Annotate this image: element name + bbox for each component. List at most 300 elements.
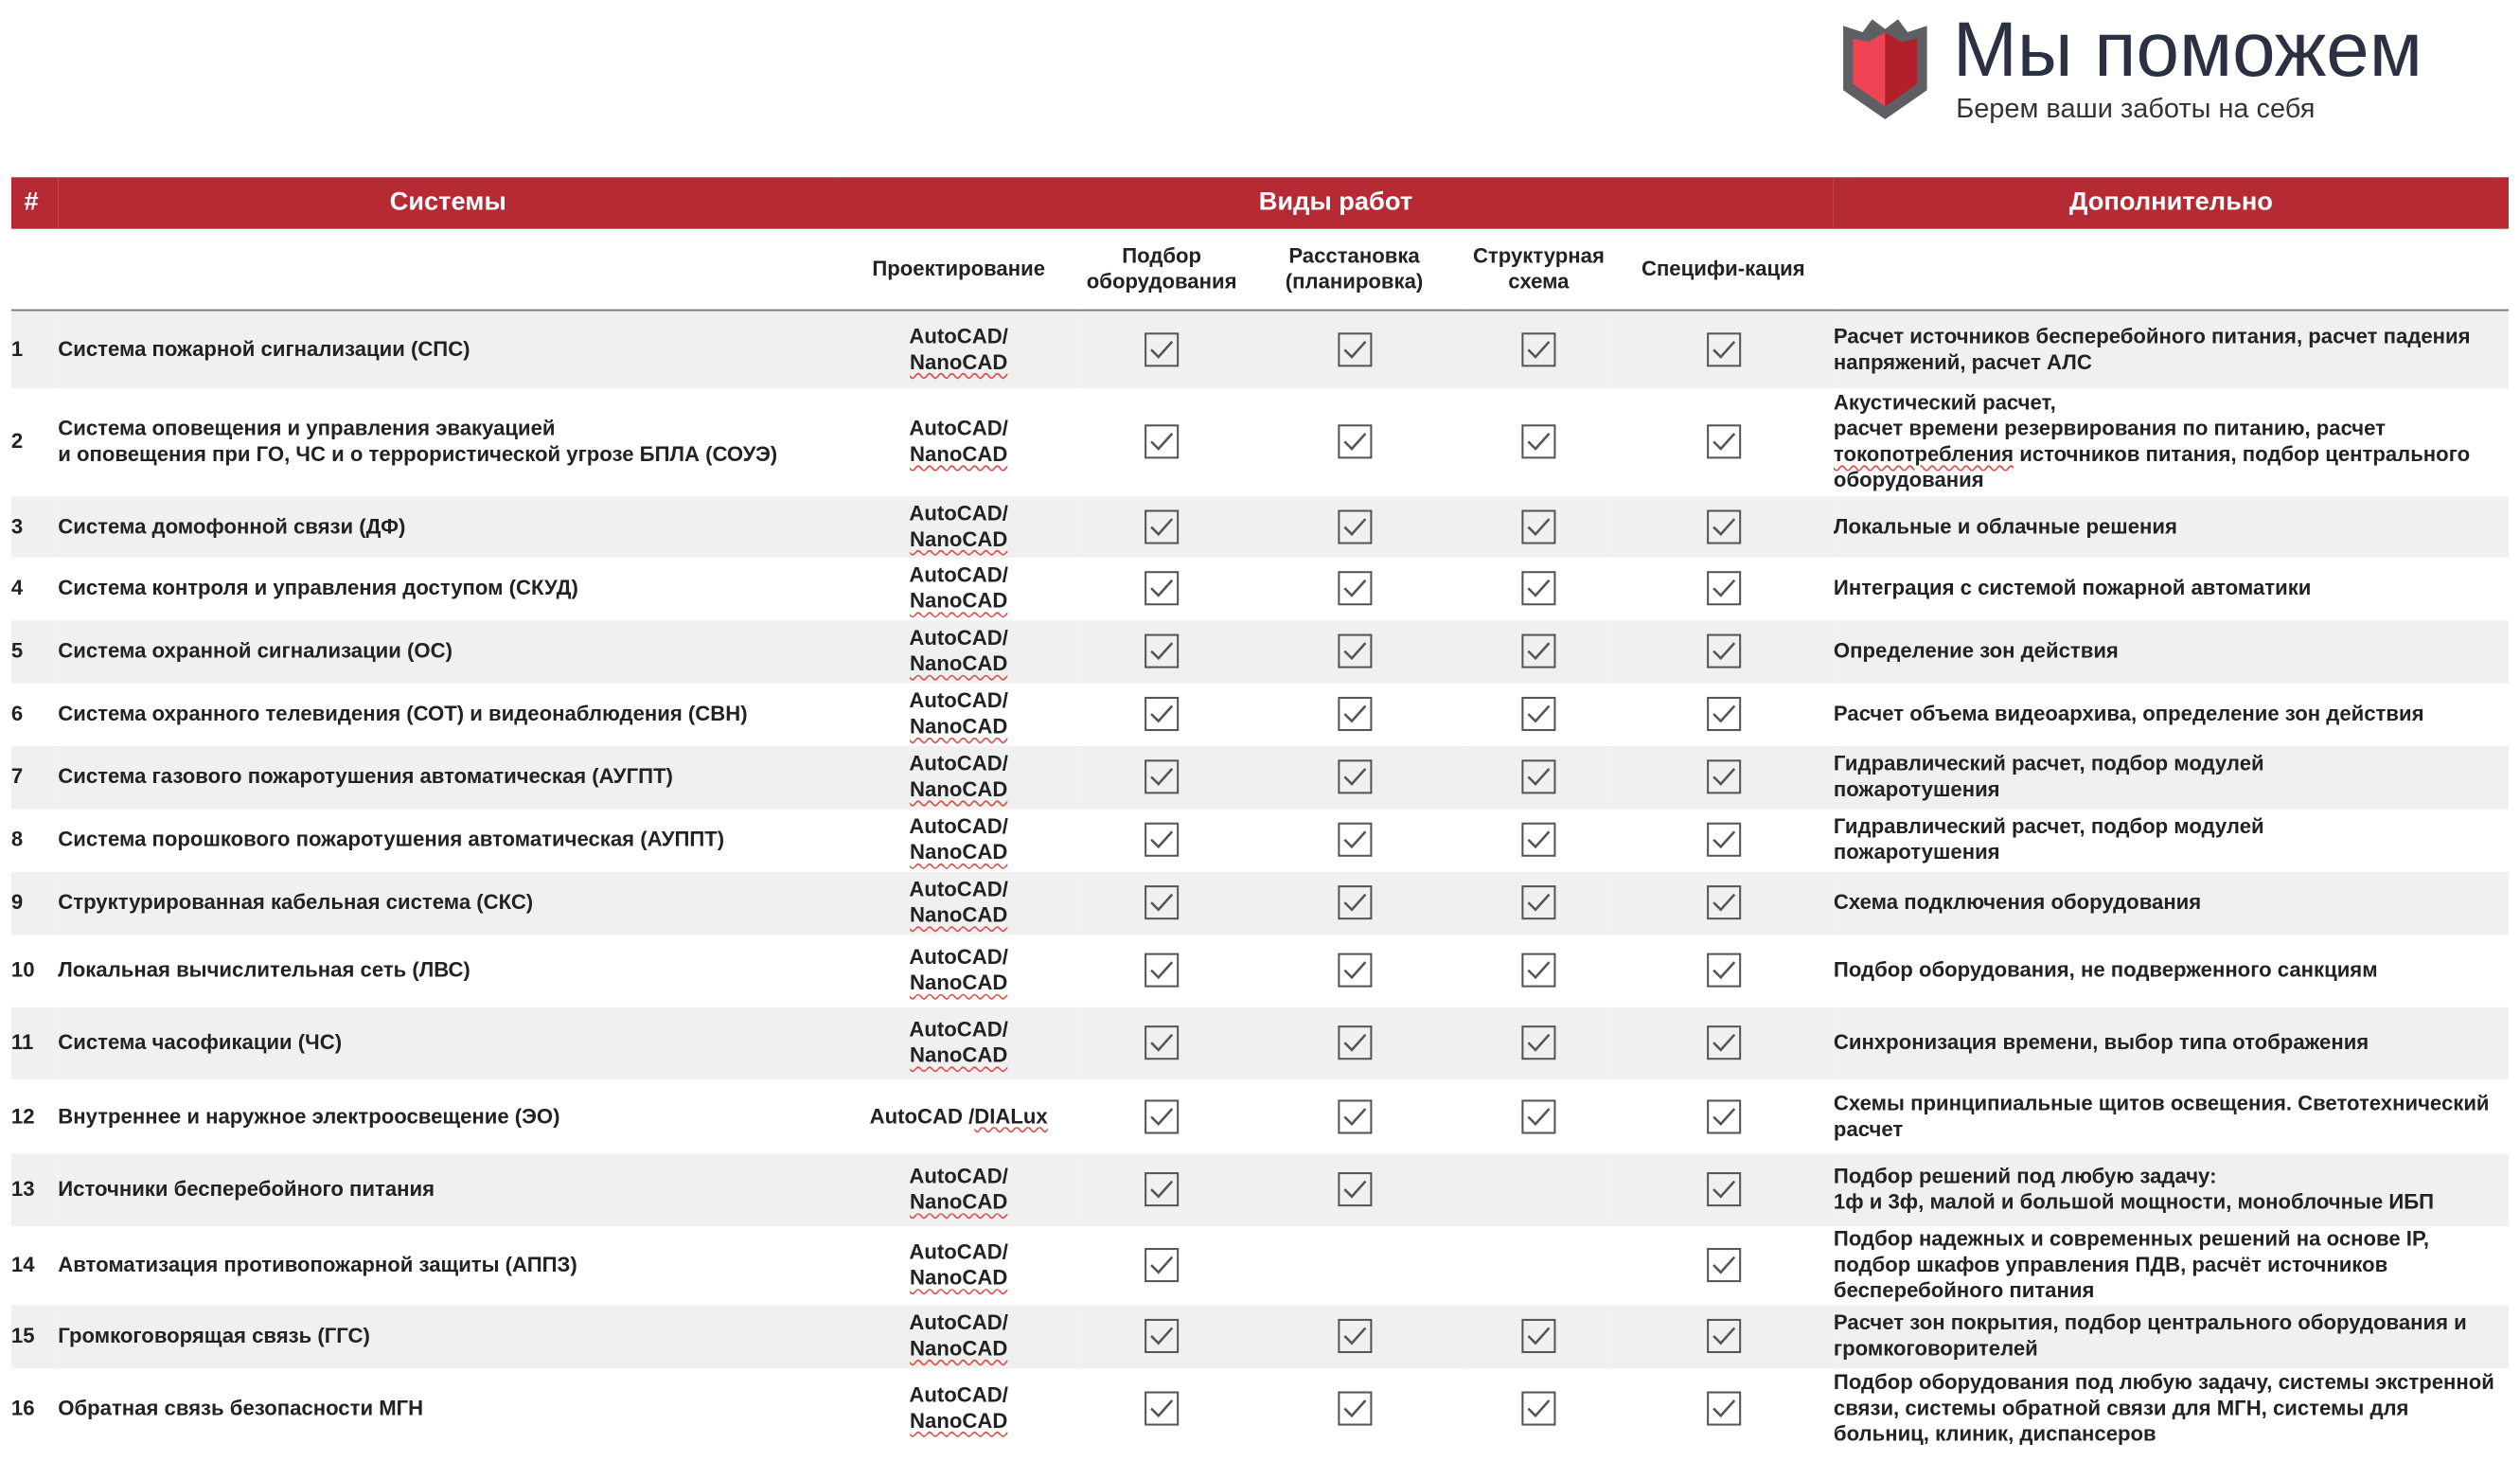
system-name	[58, 745, 838, 808]
design-tool-line: NanoCAD	[910, 1042, 1008, 1067]
checkbox-checked-icon	[1337, 822, 1372, 857]
table-row	[11, 1367, 2509, 1448]
design-tool	[838, 1367, 1079, 1448]
extra-info	[1834, 871, 2509, 934]
system-name-line: и оповещения при ГО, ЧС и о террористической угрозе БПЛА (СОУЭ)	[58, 441, 778, 466]
extra-info-line: Определение зон действия	[1833, 637, 2119, 663]
subheader-empty	[11, 229, 58, 311]
design-tool-line: NanoCAD	[910, 441, 1008, 466]
design-tool-line: NanoCAD	[910, 1189, 1008, 1214]
table-row	[11, 871, 2509, 934]
header-row	[11, 177, 2509, 228]
col-layout-header: Расстановка (планировка)	[1244, 229, 1464, 311]
work-check-cell	[1613, 1367, 1834, 1448]
work-check-cell	[1613, 1153, 1834, 1226]
checkbox-checked-icon	[1144, 822, 1179, 857]
services-table	[11, 177, 2509, 1448]
system-name	[58, 557, 838, 619]
table-row	[11, 619, 2509, 682]
checkbox-checked-icon	[1706, 508, 1741, 543]
checkbox-checked-icon	[1706, 759, 1741, 794]
extra-info-line: Подбор решений под любую задачу:	[1833, 1163, 2217, 1188]
work-check-cell	[1464, 745, 1613, 808]
design-tool-line: AutoCAD/	[909, 1163, 1008, 1188]
design-tool-line: NanoCAD	[910, 839, 1008, 864]
design-tool-line: NanoCAD	[910, 348, 1008, 374]
design-tool-line: AutoCAD/	[909, 323, 1008, 348]
checkbox-checked-icon	[1144, 759, 1179, 794]
extra-info-line: пожаротушения	[1833, 839, 2000, 864]
work-check-cell	[1079, 809, 1244, 871]
extra-info	[1834, 683, 2509, 745]
work-check-cell	[1613, 557, 1834, 619]
work-check-cell	[1613, 934, 1834, 1007]
work-check-cell	[1079, 619, 1244, 682]
system-name-line: Система контроля и управления доступом (СКУД)	[58, 575, 578, 600]
extra-info-line: напряжений, расчет АЛС	[1833, 348, 2092, 374]
work-check-cell	[1613, 745, 1834, 808]
work-check-cell	[1079, 1225, 1244, 1304]
design-tool-line: AutoCAD/	[909, 813, 1008, 839]
subheader-empty	[58, 229, 838, 311]
checkbox-checked-icon	[1337, 884, 1372, 919]
system-name	[58, 387, 838, 495]
checkbox-checked-icon	[1521, 1318, 1556, 1353]
work-check-cell	[1464, 1153, 1613, 1226]
design-tool-line: AutoCAD/	[909, 500, 1008, 526]
checkbox-checked-icon	[1337, 424, 1372, 459]
checkbox-checked-icon	[1706, 633, 1741, 668]
row-number: 10	[10, 956, 35, 982]
work-check-cell	[1244, 311, 1464, 388]
work-check-cell	[1613, 809, 1834, 871]
checkbox-checked-icon	[1706, 1098, 1741, 1133]
system-name	[58, 1007, 838, 1079]
extra-info	[1834, 1153, 2509, 1226]
work-check-cell	[1244, 1007, 1464, 1079]
checkbox-checked-icon	[1337, 571, 1372, 606]
design-tool-line: AutoCAD/	[909, 1310, 1008, 1335]
design-tool-line: NanoCAD	[910, 970, 1008, 995]
checkbox-checked-icon	[1337, 1098, 1372, 1133]
checkbox-checked-icon	[1521, 331, 1556, 366]
work-check-cell	[1464, 934, 1613, 1007]
system-name-line: Автоматизация противопожарной защиты (АППЗ)	[58, 1252, 577, 1276]
checkbox-checked-icon	[1521, 953, 1556, 988]
checkbox-checked-icon	[1144, 633, 1179, 668]
system-name-line: Громкоговорящая связь (ГГС)	[58, 1323, 370, 1347]
system-name	[58, 495, 838, 557]
design-tool-line: NanoCAD	[910, 1265, 1008, 1290]
extra-info	[1834, 745, 2509, 808]
work-check-cell	[1079, 934, 1244, 1007]
design-tool	[838, 619, 1079, 682]
design-tool	[838, 1305, 1079, 1367]
table-row	[11, 934, 2509, 1007]
extra-info	[1834, 1305, 2509, 1367]
extra-info-line: 1ф и 3ф, малой и большой мощности, моноблочные ИБП	[1833, 1189, 2435, 1214]
checkbox-checked-icon	[1337, 1390, 1372, 1425]
work-check-cell	[1613, 495, 1834, 557]
system-name-line: Система газового пожаротушения автоматическая (АУГПТ)	[58, 763, 673, 789]
design-tool	[838, 934, 1079, 1007]
work-check-cell	[1079, 495, 1244, 557]
system-name-line: Система охранного телевидения (СОТ) и видеонаблюдения (СВН)	[58, 701, 748, 725]
work-check-cell	[1244, 809, 1464, 871]
work-check-cell	[1613, 683, 1834, 745]
extra-info-line: пожаротушения	[1833, 776, 2000, 801]
checkbox-checked-icon	[1337, 696, 1372, 731]
row-number: 3	[11, 495, 58, 557]
system-name-line: Система оповещения и управления эвакуацией	[58, 416, 556, 440]
design-tool	[838, 1225, 1079, 1304]
table-row	[11, 1078, 2509, 1152]
subheader-empty	[1834, 229, 2509, 311]
row-number: 9	[11, 871, 58, 934]
system-name	[58, 1305, 838, 1367]
extra-info-line: оборудования	[1833, 467, 1984, 492]
table-row	[11, 495, 2509, 557]
design-tool-line: AutoCAD/	[909, 625, 1008, 650]
system-name-line: Внутреннее и наружное электроосвещение (ЭО)	[58, 1103, 560, 1128]
extra-info-line: Локальные и облачные решения	[1833, 513, 2177, 538]
work-check-cell	[1244, 557, 1464, 619]
work-check-cell	[1079, 1153, 1244, 1226]
design-tool-line: NanoCAD	[910, 902, 1008, 927]
col-work-types-header: Виды работ	[838, 177, 1834, 228]
work-check-cell	[1079, 557, 1244, 619]
extra-info-line: Подбор оборудования, не подверженного санкциям	[1833, 956, 2378, 982]
col-extra-header: Дополнительно	[1834, 177, 2509, 228]
work-check-cell	[1464, 311, 1613, 388]
checkbox-checked-icon	[1144, 884, 1179, 919]
checkbox-checked-icon	[1337, 508, 1372, 543]
system-name-line: Структурированная кабельная система (СКС)	[58, 889, 534, 915]
col-spec-header: Специфи-кация	[1613, 229, 1834, 311]
checkbox-checked-icon	[1337, 1024, 1372, 1060]
table-body	[11, 311, 2509, 1449]
checkbox-checked-icon	[1521, 822, 1556, 857]
extra-info	[1834, 1078, 2509, 1152]
checkbox-checked-icon	[1706, 1171, 1741, 1206]
extra-info-line: больниц, клиник, диспансеров	[1833, 1420, 2156, 1445]
extra-info-line: Схемы принципиальные щитов освещения. Светотехнический	[1833, 1090, 2490, 1114]
work-check-cell	[1079, 1078, 1244, 1152]
row-number: 1	[11, 311, 58, 388]
design-tool-line: AutoCAD/	[909, 876, 1008, 901]
work-check-cell	[1079, 683, 1244, 745]
row-number: 4	[10, 575, 24, 600]
work-check-cell	[1244, 1367, 1464, 1448]
extra-info-line: подбор шкафов управления ПДВ, расчёт источников	[1833, 1252, 2388, 1276]
system-name	[58, 619, 838, 682]
checkbox-checked-icon	[1144, 696, 1179, 731]
extra-info	[1834, 311, 2509, 388]
checkbox-checked-icon	[1337, 1318, 1372, 1353]
work-check-cell	[1613, 871, 1834, 934]
system-name-line: Обратная связь безопасности МГН	[58, 1395, 424, 1419]
table-row	[11, 1153, 2509, 1226]
work-check-cell	[1464, 871, 1613, 934]
checkbox-checked-icon	[1521, 571, 1556, 606]
table-row	[11, 557, 2509, 619]
system-name-line: Система порошкового пожаротушения автоматическая (АУППТ)	[58, 827, 725, 851]
system-name-line: Система охранной сигнализации (ОС)	[58, 637, 453, 663]
col-design-header: Проектирование	[838, 229, 1079, 311]
checkbox-checked-icon	[1706, 331, 1741, 366]
system-name	[58, 311, 838, 388]
work-check-cell	[1244, 619, 1464, 682]
row-number: 14	[10, 1252, 35, 1276]
extra-info	[1834, 934, 2509, 1007]
extra-info	[1834, 809, 2509, 871]
design-tool-line: NanoCAD	[910, 1335, 1008, 1361]
extra-info-line: Расчет источников бесперебойного питания, расчет падения	[1833, 323, 2471, 348]
work-check-cell	[1613, 1305, 1834, 1367]
checkbox-checked-icon	[1521, 633, 1556, 668]
work-check-cell	[1464, 1305, 1613, 1367]
checkbox-checked-icon	[1521, 424, 1556, 459]
checkbox-checked-icon	[1144, 331, 1179, 366]
design-tool-line: NanoCAD	[910, 1407, 1008, 1433]
work-check-cell	[1464, 495, 1613, 557]
work-check-cell	[1244, 1305, 1464, 1367]
extra-info-line: связи, системы обратной связи для МГН, системы для	[1833, 1395, 2409, 1419]
design-tool	[838, 1078, 1079, 1152]
row-number: 6	[10, 701, 24, 725]
subheader-row	[11, 229, 2509, 311]
table-row	[11, 809, 2509, 871]
brand-title: Мы поможем	[1952, 8, 2422, 94]
extra-info-line: Схема подключения оборудования	[1833, 889, 2202, 915]
design-tool-line: NanoCAD	[910, 713, 1008, 739]
system-name	[58, 1153, 838, 1226]
checkbox-checked-icon	[1144, 953, 1179, 988]
row-number: 13	[11, 1153, 58, 1226]
extra-info-line: токопотребления источников питания, подбор центрального	[1833, 441, 2471, 466]
system-name-line: Источники бесперебойного питания	[58, 1176, 435, 1201]
system-name	[58, 1225, 838, 1304]
work-check-cell	[1244, 387, 1464, 495]
checkbox-checked-icon	[1706, 1024, 1741, 1060]
work-check-cell	[1244, 871, 1464, 934]
checkbox-checked-icon	[1521, 1390, 1556, 1425]
checkbox-checked-icon	[1337, 953, 1372, 988]
work-check-cell	[1613, 1225, 1834, 1304]
design-tool	[838, 871, 1079, 934]
system-name	[58, 871, 838, 934]
extra-info-line: расчет времени резервирования по питанию, расчет	[1833, 416, 2387, 440]
table-row	[11, 387, 2509, 495]
work-check-cell	[1079, 387, 1244, 495]
row-number: 12	[10, 1103, 35, 1128]
checkbox-checked-icon	[1706, 1390, 1741, 1425]
table-row	[11, 311, 2509, 388]
extra-info-line: расчет	[1833, 1115, 1904, 1141]
extra-info	[1834, 495, 2509, 557]
col-schema-header: Структурная схема	[1464, 229, 1613, 311]
design-tool-line: NanoCAD	[910, 650, 1008, 676]
checkbox-checked-icon	[1144, 1247, 1179, 1282]
work-check-cell	[1464, 1367, 1613, 1448]
work-check-cell	[1079, 745, 1244, 808]
castle-tower-icon	[1837, 16, 1933, 126]
design-tool	[838, 809, 1079, 871]
extra-info-line: Интеграция с системой пожарной автоматики	[1833, 575, 2312, 600]
design-tool-line: AutoCAD/	[909, 1238, 1008, 1264]
system-name-line: Система часофикации (ЧС)	[58, 1029, 343, 1055]
checkbox-checked-icon	[1521, 1024, 1556, 1060]
table-row	[11, 745, 2509, 808]
checkbox-checked-icon	[1144, 1390, 1179, 1425]
extra-info-line: Расчет объема видеоархива, определение зон действия	[1833, 701, 2424, 725]
checkbox-checked-icon	[1521, 508, 1556, 543]
work-check-cell	[1613, 1078, 1834, 1152]
checkbox-checked-icon	[1337, 1171, 1372, 1206]
extra-info-line: Расчет зон покрытия, подбор центрального оборудования и	[1833, 1310, 2467, 1335]
checkbox-checked-icon	[1144, 424, 1179, 459]
work-check-cell	[1079, 1007, 1244, 1079]
extra-info-line: Подбор надежных и современных решений на основе IP,	[1833, 1226, 2430, 1251]
row-number: 2	[10, 428, 24, 454]
work-check-cell	[1244, 934, 1464, 1007]
col-num-header: #	[11, 177, 58, 228]
row-number: 7	[11, 745, 58, 808]
work-check-cell	[1244, 683, 1464, 745]
design-tool-line: AutoCAD/	[909, 561, 1008, 587]
checkbox-checked-icon	[1706, 884, 1741, 919]
design-tool	[838, 683, 1079, 745]
extra-info-line: Синхронизация времени, выбор типа отображения	[1833, 1029, 2369, 1055]
checkbox-checked-icon	[1706, 696, 1741, 731]
table-row	[11, 1007, 2509, 1079]
work-check-cell	[1464, 557, 1613, 619]
design-tool	[838, 557, 1079, 619]
extra-info	[1834, 387, 2509, 495]
extra-info-line: громкоговорителей	[1833, 1335, 2038, 1361]
design-tool	[838, 387, 1079, 495]
work-check-cell	[1464, 387, 1613, 495]
design-tool-line: AutoCAD/	[909, 751, 1008, 775]
design-tool-line: AutoCAD/	[909, 944, 1008, 969]
system-name	[58, 1367, 838, 1448]
row-number: 15	[11, 1305, 58, 1367]
system-name-line: Система домофонной связи (ДФ)	[58, 513, 406, 538]
checkbox-checked-icon	[1706, 1318, 1741, 1353]
work-check-cell	[1244, 1078, 1464, 1152]
design-tool-line: NanoCAD	[910, 776, 1008, 801]
checkbox-checked-icon	[1144, 508, 1179, 543]
design-tool	[838, 1007, 1079, 1079]
row-number: 8	[10, 827, 24, 851]
work-check-cell	[1613, 1007, 1834, 1079]
design-tool	[838, 495, 1079, 557]
work-check-cell	[1464, 1007, 1613, 1079]
checkbox-checked-icon	[1337, 633, 1372, 668]
row-number: 11	[11, 1007, 58, 1079]
extra-info-line: Гидравлический расчет, подбор модулей	[1833, 813, 2264, 839]
extra-info-line: бесперебойного питания	[1833, 1277, 2095, 1303]
row-number: 16	[10, 1395, 35, 1419]
checkbox-checked-icon	[1706, 571, 1741, 606]
checkbox-checked-icon	[1521, 696, 1556, 731]
design-tool-line: AutoCAD/	[909, 1381, 1008, 1406]
checkbox-checked-icon	[1337, 759, 1372, 794]
work-check-cell	[1464, 683, 1613, 745]
work-check-cell	[1464, 1078, 1613, 1152]
checkbox-checked-icon	[1144, 1171, 1179, 1206]
work-check-cell	[1613, 311, 1834, 388]
system-name-line: Система пожарной сигнализации (СПС)	[58, 336, 470, 361]
extra-info-line: Акустический расчет,	[1833, 389, 2056, 415]
work-check-cell	[1244, 495, 1464, 557]
design-tool-line: NanoCAD	[910, 526, 1008, 551]
design-tool-line: AutoCAD/	[909, 416, 1008, 440]
system-name	[58, 934, 838, 1007]
work-check-cell	[1244, 1153, 1464, 1226]
system-name	[58, 1078, 838, 1152]
extra-info-line: Подбор оборудования под любую задачу, системы экстренной	[1833, 1368, 2494, 1394]
system-name	[58, 809, 838, 871]
design-tool-line: NanoCAD	[910, 588, 1008, 613]
work-check-cell	[1244, 745, 1464, 808]
design-tool	[838, 311, 1079, 388]
row-number: 5	[11, 619, 58, 682]
checkbox-checked-icon	[1706, 424, 1741, 459]
work-check-cell	[1244, 1225, 1464, 1304]
col-systems-header: Системы	[58, 177, 838, 228]
design-tool	[838, 1153, 1079, 1226]
extra-info	[1834, 619, 2509, 682]
work-check-cell	[1464, 619, 1613, 682]
work-check-cell	[1079, 311, 1244, 388]
table-row	[11, 683, 2509, 745]
work-check-cell	[1613, 387, 1834, 495]
system-name-line: Локальная вычислительная сеть (ЛВС)	[58, 956, 470, 982]
checkbox-checked-icon	[1144, 1024, 1179, 1060]
checkbox-checked-icon	[1144, 571, 1179, 606]
extra-info	[1834, 1225, 2509, 1304]
checkbox-checked-icon	[1144, 1318, 1179, 1353]
work-check-cell	[1079, 871, 1244, 934]
checkbox-checked-icon	[1521, 759, 1556, 794]
system-name	[58, 683, 838, 745]
checkbox-checked-icon	[1337, 331, 1372, 366]
work-check-cell	[1464, 809, 1613, 871]
design-tool-line: AutoCAD /DIALux	[869, 1103, 1048, 1128]
work-check-cell	[1613, 619, 1834, 682]
table-row	[11, 1305, 2509, 1367]
extra-info	[1834, 1007, 2509, 1079]
brand-subtitle: Берем ваши заботы на себя	[1956, 93, 2316, 125]
extra-info-line: Гидравлический расчет, подбор модулей	[1833, 751, 2264, 775]
checkbox-checked-icon	[1521, 1098, 1556, 1133]
checkbox-checked-icon	[1706, 1247, 1741, 1282]
extra-info	[1834, 1367, 2509, 1448]
table-row	[11, 1225, 2509, 1304]
work-check-cell	[1464, 1225, 1613, 1304]
col-equipment-header: Подбор оборудования	[1079, 229, 1244, 311]
checkbox-checked-icon	[1706, 953, 1741, 988]
checkbox-checked-icon	[1706, 822, 1741, 857]
work-check-cell	[1079, 1305, 1244, 1367]
design-tool	[838, 745, 1079, 808]
checkbox-checked-icon	[1144, 1098, 1179, 1133]
extra-info	[1834, 557, 2509, 619]
work-check-cell	[1079, 1367, 1244, 1448]
checkbox-checked-icon	[1521, 884, 1556, 919]
design-tool-line: AutoCAD/	[909, 687, 1008, 713]
